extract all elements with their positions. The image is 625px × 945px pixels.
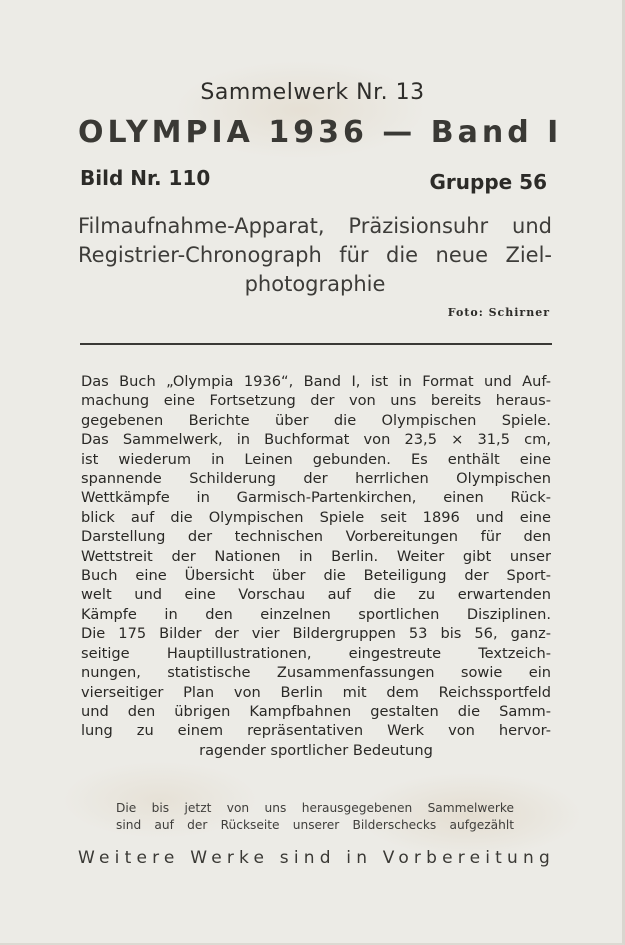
album-title	[78, 115, 563, 150]
photo-credit: Foto: Schirner	[447, 306, 550, 319]
collection-note	[116, 800, 514, 834]
album-title-text: OLYMPIA 1936 — Band I	[78, 115, 563, 150]
group-number: Gruppe 56	[429, 170, 547, 194]
footer-line	[78, 848, 555, 868]
body-line: gegebenen Berichte über die Olympischen Spiele.	[81, 411, 551, 429]
note-line: sind auf der Rückseite unserer Bilderschecks aufgezählt	[116, 818, 514, 832]
body-line: Buch eine Übersicht über die Beteiligung der Sport-	[81, 567, 551, 585]
series-heading: Sammelwerk Nr. 13	[200, 80, 425, 105]
body-line: Das Buch „Olympia 1936“, Band I, ist in Format und Auf-	[81, 373, 551, 390]
caption-line: Registrier-Chronograph für die neue Ziel-	[78, 243, 552, 267]
body-line: Wettstreit der Nationen in Berlin. Weiter gibt unser	[81, 547, 551, 565]
body-line: welt und eine Vorschau auf die zu erwartenden	[81, 586, 551, 604]
body-line: Die 175 Bilder der vier Bildergruppen 53 bis 56, ganz-	[81, 625, 551, 643]
body-line: ragender sportlicher Bedeutung	[199, 741, 433, 759]
body-line: blick auf die Olympischen Spiele seit 1896 und eine	[81, 508, 551, 526]
body-line: Das Sammelwerk, in Buchformat von 23,5 × 31,5 cm,	[81, 431, 551, 449]
caption-line: Filmaufnahme-Apparat, Präzisionsuhr und	[78, 214, 552, 238]
picture-caption	[78, 212, 552, 299]
picture-number: Bild Nr. 110	[80, 166, 211, 190]
body-line: Darstellung der technischen Vorbereitungen für den	[81, 528, 551, 546]
description-text	[81, 372, 551, 760]
caption-line: photographie	[244, 272, 386, 296]
body-line: Kämpfe in den einzelnen sportlichen Disziplinen.	[81, 605, 551, 623]
body-line: Wettkämpfe in Garmisch-Partenkirchen, einen Rück-	[81, 489, 551, 507]
note-line: Die bis jetzt von uns herausgegebenen Sammelwerke	[116, 801, 514, 815]
divider-rule	[80, 343, 552, 345]
body-line: und den übrigen Kampfbahnen gestalten die Samm-	[81, 702, 551, 720]
body-line: nungen, statistische Zusammenfassungen sowie ein	[81, 664, 551, 682]
body-line: lung zu einem repräsentativen Werk von hervor-	[81, 722, 551, 740]
body-line: vierseitiger Plan von Berlin mit dem Reichssportfeld	[81, 683, 551, 701]
body-line: ist wiederum in Leinen gebunden. Es enthält eine	[81, 450, 551, 468]
footer-text: Weitere Werke sind in Vorbereitung	[78, 848, 555, 868]
body-line: spannende Schilderung der herrlichen Olympischen	[81, 470, 551, 488]
body-line: seitige Hauptillustrationen, eingestreute Textzeich-	[81, 644, 551, 662]
body-line: machung eine Fortsetzung der von uns bereits heraus-	[81, 392, 551, 410]
